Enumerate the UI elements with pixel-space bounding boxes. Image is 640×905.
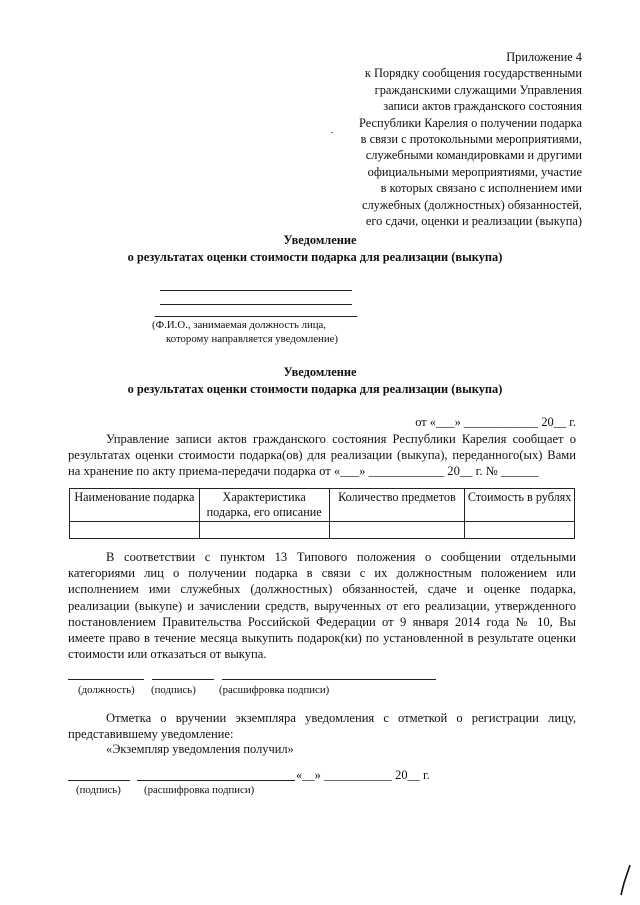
notice-dateline: от «___» ____________ 20__ г. xyxy=(415,415,576,429)
delivery-note-paragraph xyxy=(68,710,576,742)
table-cell xyxy=(329,522,465,539)
scan-speck xyxy=(331,132,333,133)
heading-1 xyxy=(0,232,640,266)
decoding-caption: (расшифровка подписи) xyxy=(219,684,330,696)
receiver-decoding-line xyxy=(137,780,295,781)
receiver-dateline: «__» ___________ 20__ г. xyxy=(296,768,430,782)
appendix-note xyxy=(322,49,582,229)
signature-line xyxy=(152,679,214,680)
heading-2 xyxy=(0,364,640,398)
col-header-quantity: Количество предметов xyxy=(329,489,465,522)
recipient-caption xyxy=(152,318,338,346)
table-cell xyxy=(199,522,329,539)
pen-mark xyxy=(618,863,632,897)
table-cell xyxy=(70,522,200,539)
body-paragraph xyxy=(68,549,576,662)
recipient-caption-line: которому направляется уведомление) xyxy=(166,333,338,345)
signature-caption: (подпись) xyxy=(151,684,196,696)
appendix-line: Республики Карелия о получении подарка xyxy=(358,115,582,130)
appendix-line: Приложение 4 xyxy=(506,50,582,64)
table-cell xyxy=(465,522,575,539)
decoding-line xyxy=(222,679,436,680)
receiver-signature-line xyxy=(68,780,130,781)
received-statement: «Экземпляр уведомления получил» xyxy=(106,742,294,756)
receiver-signature-caption: (подпись) xyxy=(76,784,121,796)
col-header-name: Наименование подарка xyxy=(70,489,200,522)
intro-paragraph xyxy=(68,431,576,480)
intro-text: Управление записи актов гражданского состояния Республики Карелия сообщает о результатах оценки стоимости подарка(ов) для реализации (выкупа), переданного(ых) Вами на хранение по акту приема-передачи подарка от «___» ____________ 20__ г. № ______ xyxy=(68,432,576,479)
gift-table-header-row xyxy=(70,489,575,522)
appendix-line: его сдачи, оценки и реализации (выкупа) xyxy=(365,214,582,229)
heading-2-title: Уведомление xyxy=(283,365,357,379)
appendix-line: официальными мероприятиями, участие xyxy=(367,164,582,179)
appendix-line: в которых связано с исполнением ими xyxy=(380,181,582,196)
recipient-line-2 xyxy=(160,304,352,305)
col-header-value: Стоимость в рублях xyxy=(465,489,575,522)
appendix-line: записи актов гражданского состояния xyxy=(383,99,582,114)
recipient-line-3 xyxy=(155,316,357,317)
receiver-decoding-caption: (расшифровка подписи) xyxy=(144,784,255,796)
appendix-line: служебными командировками и другими xyxy=(365,148,582,163)
recipient-caption-line: (Ф.И.О., занимаемая должность лица, xyxy=(152,319,326,331)
position-line xyxy=(68,679,144,680)
gift-table-empty-row xyxy=(70,522,575,539)
appendix-line: в связи с протокольными мероприятиями, xyxy=(360,132,582,147)
gift-table xyxy=(69,488,575,539)
heading-1-subtitle: о результатах оценки стоимости подарка для реализации (выкупа) xyxy=(127,250,503,264)
appendix-line: к Порядку сообщения государственными xyxy=(364,66,582,81)
col-header-description: Характеристика подарка, его описание xyxy=(199,489,329,522)
heading-1-title: Уведомление xyxy=(283,233,357,247)
heading-2-subtitle: о результатах оценки стоимости подарка для реализации (выкупа) xyxy=(127,382,503,396)
recipient-line-1 xyxy=(160,290,352,291)
appendix-line: гражданскими служащими Управления xyxy=(374,82,582,97)
position-caption: (должность) xyxy=(78,684,135,696)
delivery-note-text: Отметка о вручении экземпляра уведомления с отметкой о регистрации лицу, представившему уведомление: xyxy=(68,711,576,742)
body-text: В соответствии с пунктом 13 Типового положения о сообщении отдельными категориями лиц о получении подарка в связи с их должностным положением или исполнением ими служебных (должностных) обязанностей, сдаче и оценке подарка, реализации (выкупе) и зачислении средств, вырученных от его реализации, утвержденного постановлением Правительства Российской Федерации от 9 января 2014 года № 10, Вы имеете право в течение месяца выкупить подарок(ки) по установленной в результате оценки стоимости или отказаться от выкупа. xyxy=(68,550,576,662)
appendix-line: служебных (должностных) обязанностей, xyxy=(362,197,582,212)
